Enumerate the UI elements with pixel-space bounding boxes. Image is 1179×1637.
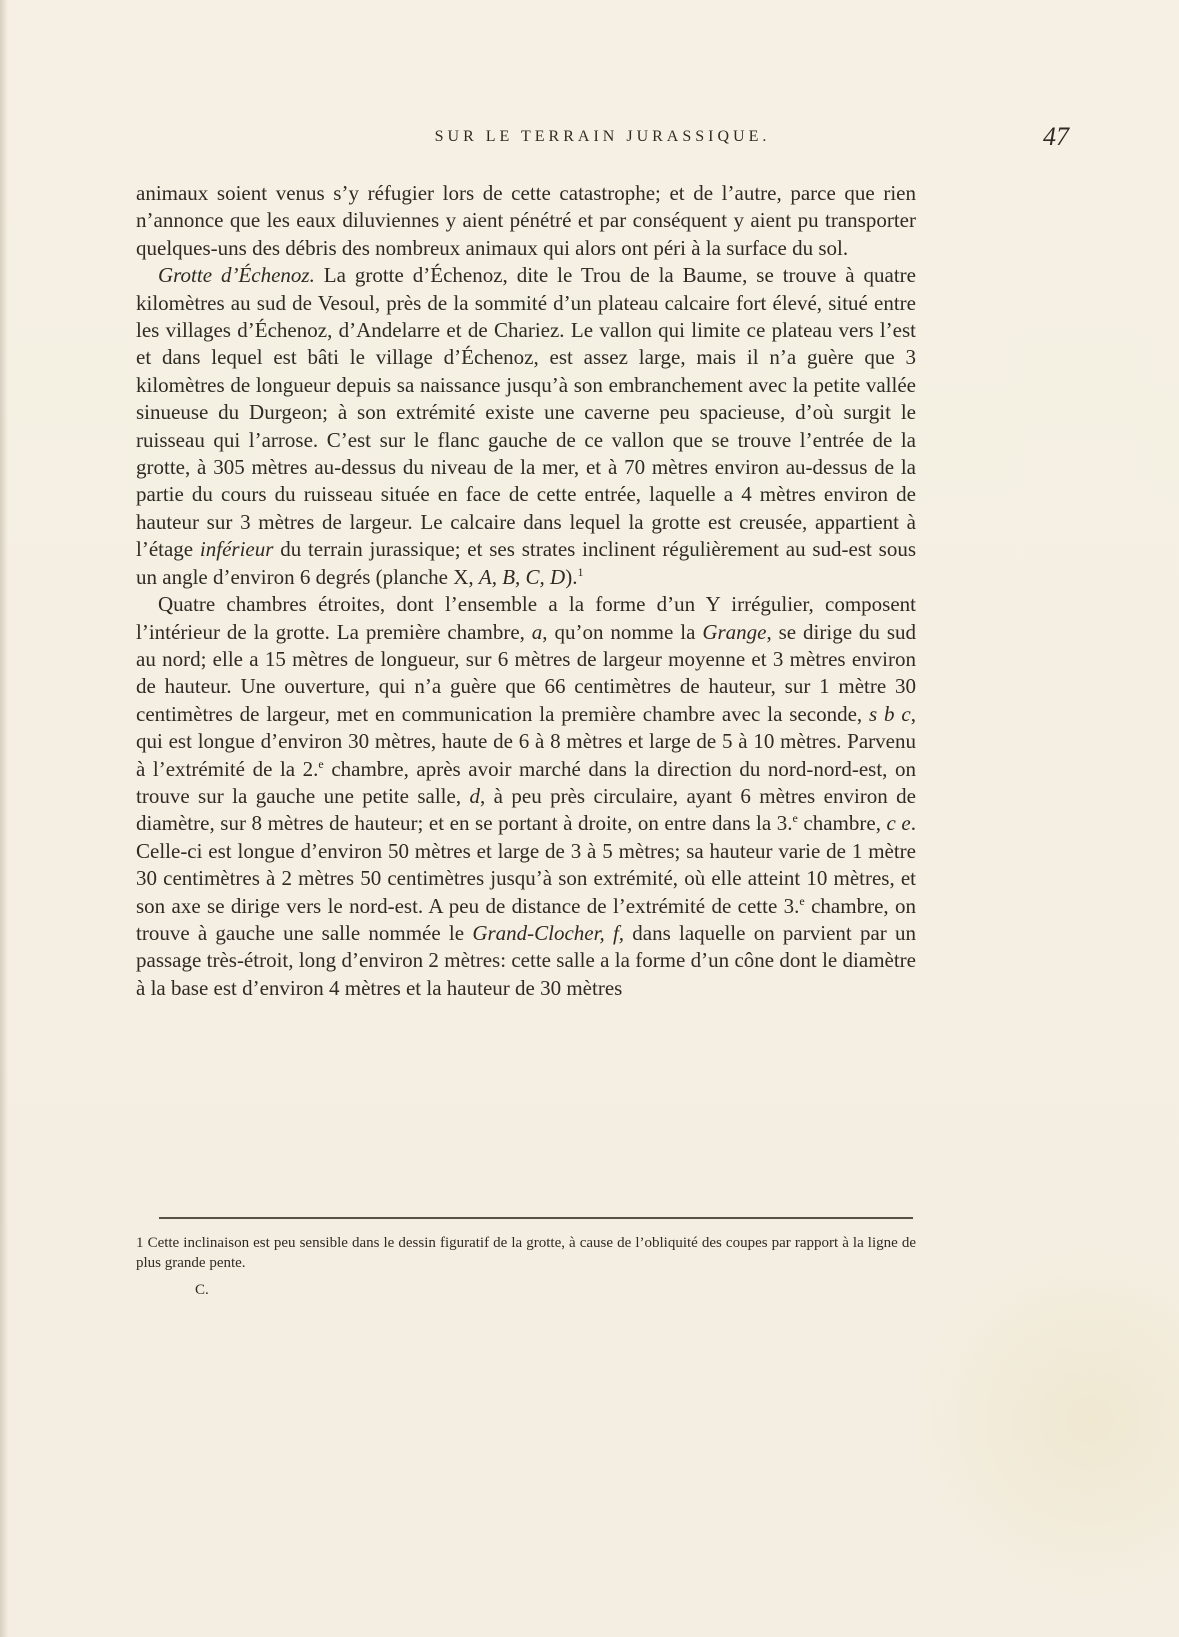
- footnote-reference: 1: [577, 564, 584, 579]
- ordinal-superscript: e: [792, 811, 798, 826]
- chamber-label: a: [531, 619, 543, 644]
- page-number: 47: [1043, 122, 1069, 151]
- footnote: [136, 1233, 916, 1273]
- page-header: [136, 122, 1069, 158]
- paragraph-text: ).: [565, 564, 578, 589]
- paragraph-1: animaux soient venus s’y réfugier lors de cette catastrophe; et de l’autre, parce que rien n’annonce que les eaux diluviennes y aient pénétré et par conséquent y aient pu transporter quelques-uns des débris des nombreux animaux qui alors ont péri à la surface du sol.: [136, 181, 916, 260]
- chamber-label: d: [469, 783, 480, 808]
- paragraph-text: La grotte d’Échenoz, dite le Trou de la Baume, se trouve à quatre kilomètres au sud de Vesoul, près de la sommité d’un plateau calcaire fort élevé, situé entre les villages d’Échenoz, d’Andelarre et de Chariez. Le vallon qui limite ce plateau vers l’est et dans lequel est bâti le village d’Échenoz, est assez large, mais il n’a guère que 3 kilomètres de longueur depuis sa naissance jusqu’à son embranchement avec la petite vallée sinueuse du Durgeon; à son extrémité existe une caverne peu spacieuse, d’où surgit le ruisseau qui l’arrose. C’est sur le flanc gauche de ce vallon que se trouve l’entrée de la grotte, à 305 mètres au-dessus du niveau de la mer, et à 70 mètres environ au-dessus de la partie du cours du ruisseau située en face de cette entrée, laquelle a 4 mètres environ de hauteur sur 3 mètres de largeur. Le calcaire dans lequel la grotte est creusée, appartient à l’étage: [136, 263, 916, 562]
- running-head: SUR LE TERRAIN JURASSIQUE.: [434, 128, 771, 145]
- section-heading: Grotte d’Échenoz.: [158, 263, 315, 288]
- paragraph-text: Quatre chambres étroites, dont l’ensemble a la forme d’un Y irrégulier, composent l’intérieur de la grotte. La première chambre,: [136, 592, 916, 644]
- paragraph-text: chambre,: [797, 811, 887, 836]
- paragraph-text: , se dirige du sud au nord; elle a 15 mètres de longueur, sur 6 mètres de largeur moyenne et 3 mètres environ de hauteur. Une ouverture, qui n’a guère que 66 centimètres de hauteur, sur 1 mètre 30 centimètres de largeur, met en communication la première chambre avec la seconde,: [136, 619, 916, 726]
- ordinal-superscript: e: [318, 756, 324, 771]
- plate-labels: A, B, C, D: [478, 564, 566, 589]
- paragraph-chambers: [136, 591, 916, 1002]
- paragraph-echenoz: [136, 262, 916, 591]
- page-binding-edge: [0, 0, 8, 1637]
- paragraph-text: , à peu près circulaire, ayant 6 mètres environ de diamètre, sur 8 mètres de hauteur; et en se portant à droite, on entre dans la 3.: [136, 783, 916, 836]
- emphasized-term: inférieur: [199, 537, 274, 562]
- main-text: [136, 180, 916, 1002]
- ordinal-superscript: e: [799, 893, 805, 908]
- paragraph-text: du terrain jurassique; et ses strates inclinent régulièrement au sud-est sous un angle d’environ 6 degrés (planche X,: [136, 537, 916, 589]
- named-place: Grange: [702, 619, 767, 644]
- named-place: Grand-Clocher, f,: [472, 920, 625, 945]
- paragraph-text: chambre, après avoir marché dans la direction du nord-nord-est, on trouve sur la gauche une petite salle,: [136, 756, 916, 808]
- paragraph-text: dans laquelle on parvient par un passage très-étroit, long d’environ 2 mètres: cette salle a la forme d’un cône dont le diamètre à la base est d’environ 4 mètres et la hauteur de 30 mètres: [136, 920, 917, 1000]
- paragraph-text: , qu’on nomme la: [542, 619, 703, 644]
- chamber-label: c e: [886, 811, 911, 836]
- chamber-label: s b c: [869, 701, 911, 726]
- paragraph-text: . Celle-ci est longue d’environ 50 mètres et large de 3 à 5 mètres; sa hauteur varie de 1 mètre 30 centimètres à 2 mètres 50 centimètres jusqu’à son extrémité, où elle atteint 10 mètres, et son axe se dirige vers le nord-est. A peu de distance de l’extrémité de cette 3.: [136, 811, 916, 918]
- paragraph-text: , qui est longue d’environ 30 mètres, haute de 6 à 8 mètres et large de 5 à 10 mètres. Parvenu à l’extrémité de la 2.: [136, 701, 916, 781]
- footnote-text: Cette inclinaison est peu sensible dans le dessin figuratif de la grotte, à cause de l’obliquité des coupes par rapport à la ligne de plus grande pente.: [136, 1235, 916, 1271]
- paragraph-text: chambre, on trouve à gauche une salle nommée le: [136, 893, 917, 945]
- footnote-separator: [159, 1217, 913, 1219]
- signature-mark: C.: [195, 1282, 209, 1298]
- footnote-marker: 1: [136, 1235, 144, 1251]
